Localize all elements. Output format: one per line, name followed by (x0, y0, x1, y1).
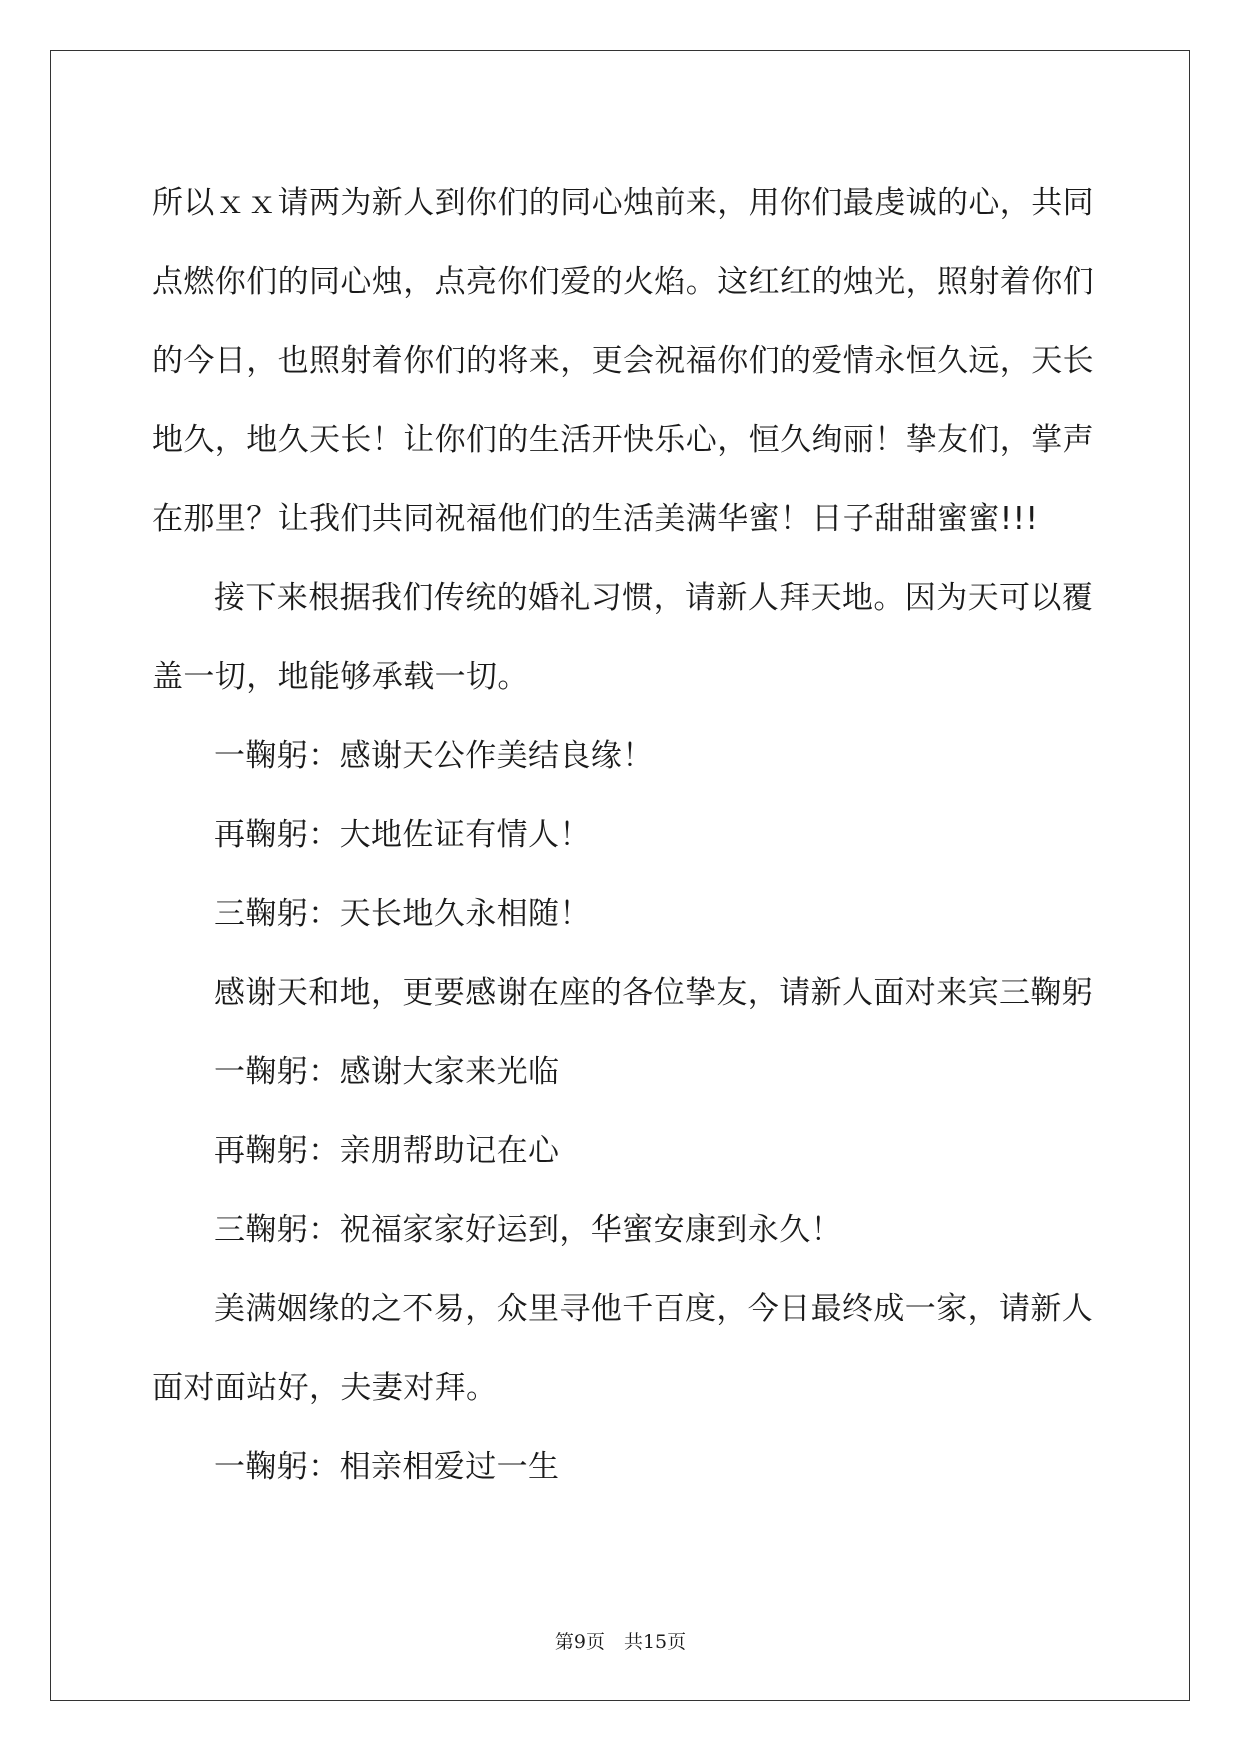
paragraph-line: 美满姻缘的之不易，众里寻他千百度，今日最终成一家，请新人 (214, 1291, 1094, 1327)
paragraph-line: 一鞠躬：相亲相爱过一生 (214, 1449, 560, 1485)
paragraph-line: 点燃你们的同心烛，点亮你们爱的火焰。这红红的烛光，照射着你们 (152, 264, 1094, 300)
paragraph-line: 地久，地久天长！让你们的生活开快乐心，恒久绚丽！挚友们，掌声 (152, 422, 1094, 458)
paragraph-line: 感谢天和地，更要感谢在座的各位挚友，请新人面对来宾三鞠躬 (214, 975, 1094, 1011)
paragraph-line: 三鞠躬：祝福家家好运到，华蜜安康到永久！ (214, 1212, 842, 1248)
paragraph-line: 一鞠躬：感谢大家来光临 (214, 1054, 560, 1090)
paragraph-line: 盖一切，地能够承载一切。 (152, 659, 529, 695)
paragraph-line: 在那里？让我们共同祝福他们的生活美满华蜜！日子甜甜蜜蜜!!! (152, 501, 1039, 537)
paragraph-line: 再鞠躬：亲朋帮助记在心 (214, 1133, 560, 1169)
paragraph-line: 三鞠躬：天长地久永相随！ (214, 896, 591, 932)
paragraph-line: 再鞠躬：大地佐证有情人！ (214, 817, 591, 853)
paragraph-line: 所以ｘｘ请两为新人到你们的同心烛前来，用你们最虔诚的心，共同 (152, 185, 1094, 221)
document-body (152, 164, 1092, 1507)
paragraph-line: 的今日，也照射着你们的将来，更会祝福你们的爱情永恒久远，天长 (152, 343, 1094, 379)
paragraph-line: 一鞠躬：感谢天公作美结良缘！ (214, 738, 654, 774)
paragraph-line: 面对面站好，夫妻对拜。 (152, 1370, 498, 1406)
page-number-footer: 第9页 共15页 (554, 1631, 687, 1653)
paragraph-line: 接下来根据我们传统的婚礼习惯，请新人拜天地。因为天可以覆 (214, 580, 1094, 616)
